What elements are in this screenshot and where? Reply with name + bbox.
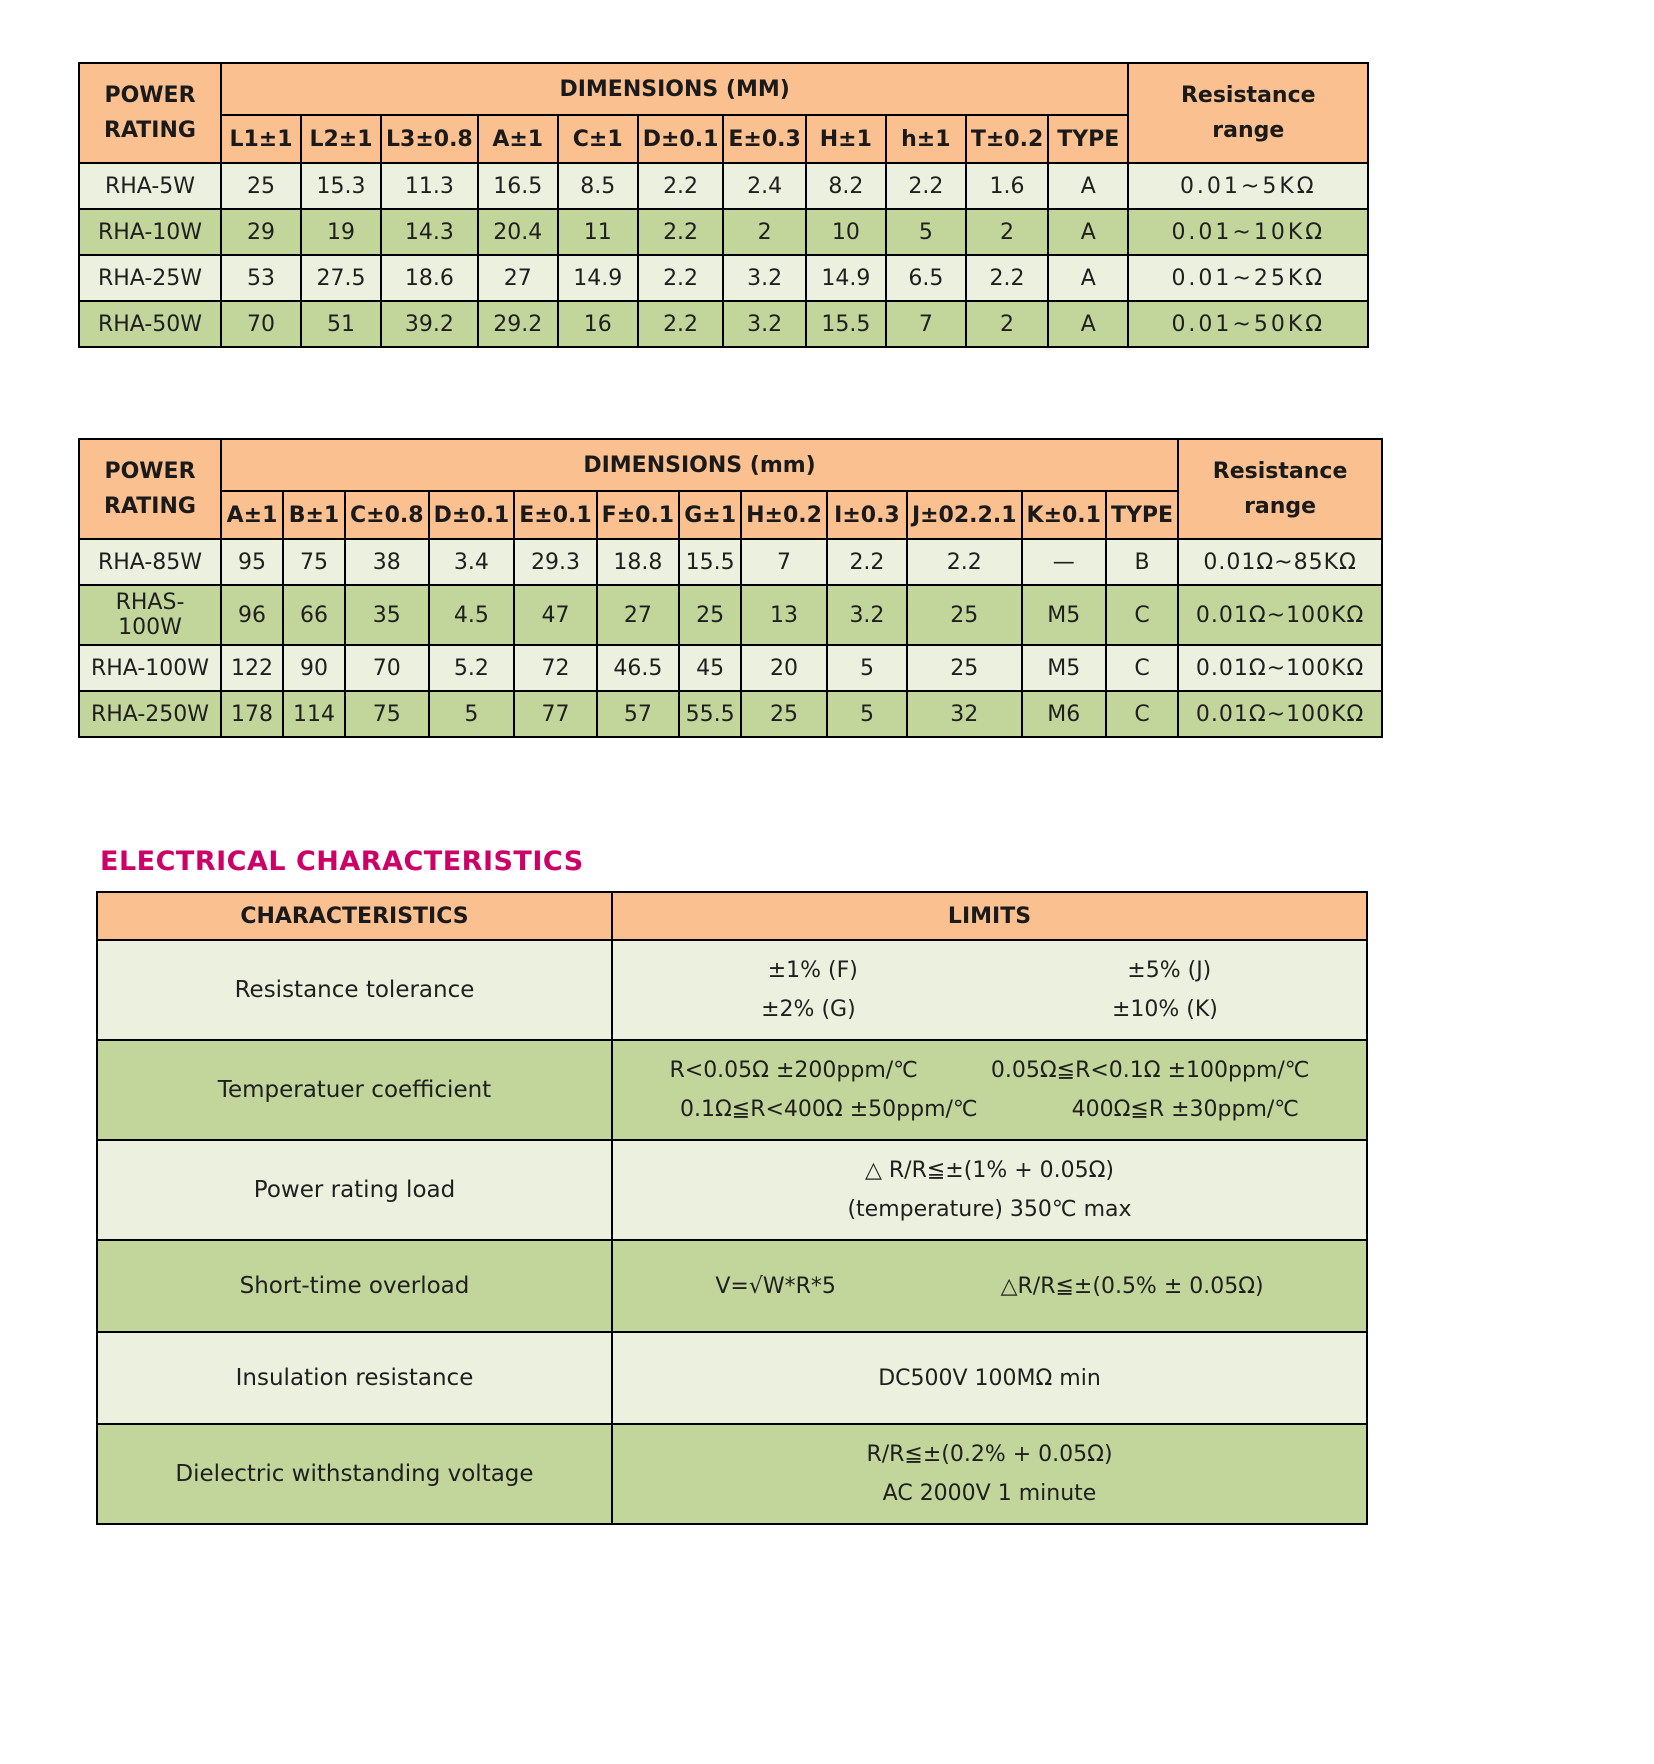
dimension-value: 1.6	[966, 163, 1048, 209]
characteristic-limits	[612, 940, 1367, 1040]
dimension-value: 96	[221, 585, 283, 645]
dimension-value: 29.3	[514, 539, 596, 585]
dimension-column-header: A±1	[478, 115, 558, 163]
dimension-column-header: E±0.1	[514, 491, 596, 539]
limit-value: ±1% (F)	[767, 958, 858, 983]
limit-value: ±10% (K)	[1111, 997, 1218, 1022]
limit-value: DC500V 100MΩ min	[878, 1365, 1101, 1391]
table-row	[79, 585, 1382, 645]
characteristic-name: Power rating load	[97, 1140, 612, 1240]
characteristic-row	[97, 1140, 1367, 1240]
dimension-value: 7	[886, 301, 966, 347]
dimensions-header: DIMENSIONS (MM)	[221, 63, 1128, 115]
dimensions-table-type-a	[78, 62, 1369, 348]
resistance-range-value: 0.01Ω~85KΩ	[1178, 539, 1382, 585]
model-name: RHA-5W	[79, 163, 221, 209]
characteristics-column-header: CHARACTERISTICS	[97, 892, 612, 940]
characteristic-name: Temperatuer coefficient	[97, 1040, 612, 1140]
resistance-range-value: 0.01~25KΩ	[1128, 255, 1368, 301]
limit-value: 400Ω≦R ±30ppm/℃	[1071, 1097, 1300, 1122]
dimension-value: 51	[301, 301, 381, 347]
dimension-column-header: J±02.2.1	[907, 491, 1022, 539]
dimension-column-header: D±0.1	[429, 491, 515, 539]
dimension-value: 15.3	[301, 163, 381, 209]
header-line: Resistance	[1212, 459, 1348, 484]
dimension-value: 2.2	[966, 255, 1048, 301]
dimension-value: 70	[221, 301, 301, 347]
dimension-column-header: H±0.2	[741, 491, 827, 539]
resistance-range-value: 0.01~10KΩ	[1128, 209, 1368, 255]
dimension-value: 114	[283, 691, 345, 737]
dimension-column-header: C±0.8	[345, 491, 429, 539]
dimension-value: 29.2	[478, 301, 558, 347]
header-line: Resistance	[1180, 83, 1316, 108]
resistance-range-value: 0.01Ω~100KΩ	[1178, 585, 1382, 645]
limit-value: R/R≦±(0.2% + 0.05Ω)	[866, 1442, 1113, 1467]
dimension-column-header: K±0.1	[1022, 491, 1106, 539]
dimension-value: 27.5	[301, 255, 381, 301]
dimension-value: 2.2	[638, 301, 724, 347]
dimension-value: 10	[806, 209, 886, 255]
characteristic-name: Resistance tolerance	[97, 940, 612, 1040]
dimension-value: 45	[679, 645, 741, 691]
characteristic-name: Short-time overload	[97, 1240, 612, 1332]
characteristic-limits	[612, 1424, 1367, 1524]
dimension-column-header: E±0.3	[723, 115, 805, 163]
header-line: RATING	[104, 118, 196, 143]
dimension-value: 6.5	[886, 255, 966, 301]
table-row	[79, 301, 1368, 347]
dimension-column-header: D±0.1	[638, 115, 724, 163]
dimension-value: 2.2	[638, 163, 724, 209]
model-name: RHA-100W	[79, 645, 221, 691]
dimension-value: 19	[301, 209, 381, 255]
model-name: RHA-250W	[79, 691, 221, 737]
dimension-value: 4.5	[429, 585, 515, 645]
dimension-value: 72	[514, 645, 596, 691]
dimension-value: 20.4	[478, 209, 558, 255]
dimension-column-header: L2±1	[301, 115, 381, 163]
limits-column-header: LIMITS	[612, 892, 1367, 940]
header-line: range	[1212, 118, 1285, 143]
dimension-value: C	[1106, 585, 1178, 645]
limit-value: (temperature) 350℃ max	[847, 1197, 1132, 1222]
dimension-column-header: H±1	[806, 115, 886, 163]
dimension-value: M5	[1022, 585, 1106, 645]
dimension-value: 5	[429, 691, 515, 737]
dimension-column-header: L3±0.8	[381, 115, 478, 163]
characteristic-row	[97, 940, 1367, 1040]
characteristic-name: Insulation resistance	[97, 1332, 612, 1424]
dimension-value: C	[1106, 691, 1178, 737]
dimension-value: 38	[345, 539, 429, 585]
dimension-value: 13	[741, 585, 827, 645]
limits-line	[619, 1267, 1360, 1306]
dimension-value: A	[1048, 163, 1128, 209]
resistance-range-value: 0.01Ω~100KΩ	[1178, 691, 1382, 737]
dimension-value: 2	[966, 301, 1048, 347]
table-body	[79, 163, 1368, 347]
limit-value: R<0.05Ω ±200ppm/℃	[669, 1058, 918, 1083]
dimension-value: 46.5	[597, 645, 679, 691]
header-row-top	[79, 439, 1382, 491]
limit-value: 0.05Ω≦R<0.1Ω ±100ppm/℃	[990, 1058, 1310, 1083]
dimension-value: 122	[221, 645, 283, 691]
dimension-column-header: B±1	[283, 491, 345, 539]
limits-line	[619, 990, 1360, 1029]
header-line: POWER	[104, 83, 196, 108]
limit-value: AC 2000V 1 minute	[882, 1481, 1097, 1506]
limits-line	[619, 1090, 1360, 1129]
limits-line	[619, 1190, 1360, 1229]
table-header	[79, 63, 1368, 163]
dimension-value: 90	[283, 645, 345, 691]
dimension-value: 2.2	[886, 163, 966, 209]
dimension-value: 39.2	[381, 301, 478, 347]
limits-line	[619, 1474, 1360, 1513]
dimension-value: 15.5	[806, 301, 886, 347]
dimension-value: 32	[907, 691, 1022, 737]
dimension-value: 25	[907, 645, 1022, 691]
model-name: RHA-50W	[79, 301, 221, 347]
table-body	[97, 940, 1367, 1524]
dimension-column-header: A±1	[221, 491, 283, 539]
dimension-value: A	[1048, 209, 1128, 255]
dimension-value: 25	[221, 163, 301, 209]
limit-value: △ R/R≦±(1% + 0.05Ω)	[864, 1158, 1115, 1183]
dimension-value: 70	[345, 645, 429, 691]
dimension-value: 53	[221, 255, 301, 301]
dimension-value: M6	[1022, 691, 1106, 737]
dimension-value: 3.2	[723, 255, 805, 301]
dimension-value: A	[1048, 255, 1128, 301]
resistance-range-header	[1128, 63, 1368, 163]
limit-value: V=√W*R*5	[715, 1273, 836, 1299]
dimension-value: 27	[478, 255, 558, 301]
characteristic-row	[97, 1040, 1367, 1140]
dimension-value: 2	[966, 209, 1048, 255]
characteristic-limits	[612, 1332, 1367, 1424]
dimension-value: 2.2	[907, 539, 1022, 585]
dimension-value: 5	[886, 209, 966, 255]
characteristic-row	[97, 1424, 1367, 1524]
dimension-value: 35	[345, 585, 429, 645]
limits-line	[619, 1359, 1360, 1398]
dimension-value: 75	[283, 539, 345, 585]
dimension-value: A	[1048, 301, 1128, 347]
table-row	[79, 539, 1382, 585]
dimension-value: 25	[907, 585, 1022, 645]
model-name: RHA-85W	[79, 539, 221, 585]
limit-value: ±2% (G)	[761, 997, 856, 1022]
dimension-value: 3.4	[429, 539, 515, 585]
table-row	[79, 691, 1382, 737]
dimensions-header: DIMENSIONS (mm)	[221, 439, 1178, 491]
table-header	[79, 439, 1382, 539]
dimension-value: 16.5	[478, 163, 558, 209]
dimension-column-header: I±0.3	[827, 491, 907, 539]
dimension-value: 14.9	[558, 255, 638, 301]
characteristic-row	[97, 1332, 1367, 1424]
table-row	[79, 163, 1368, 209]
power-rating-header	[79, 439, 221, 539]
electrical-characteristics-table	[96, 891, 1368, 1525]
dimension-value: 2.2	[827, 539, 907, 585]
dimension-value: —	[1022, 539, 1106, 585]
dimension-column-header: T±0.2	[966, 115, 1048, 163]
dimension-value: 11	[558, 209, 638, 255]
table-row	[79, 255, 1368, 301]
resistance-range-value: 0.01~50KΩ	[1128, 301, 1368, 347]
table-row	[79, 209, 1368, 255]
table-header	[97, 892, 1367, 940]
electrical-characteristics-section	[96, 846, 1576, 1525]
dimension-value: 16	[558, 301, 638, 347]
header-line: POWER	[104, 459, 196, 484]
limits-line	[619, 1151, 1360, 1190]
resistance-range-value: 0.01Ω~100KΩ	[1178, 645, 1382, 691]
model-name: RHA-25W	[79, 255, 221, 301]
dimension-value: 55.5	[679, 691, 741, 737]
limits-line	[619, 1435, 1360, 1474]
dimension-column-header: h±1	[886, 115, 966, 163]
characteristic-name: Dielectric withstanding voltage	[97, 1424, 612, 1524]
dimension-value: C	[1106, 645, 1178, 691]
header-row-top	[79, 63, 1368, 115]
dimension-value: 57	[597, 691, 679, 737]
dimension-value: 178	[221, 691, 283, 737]
dimension-value: 3.2	[827, 585, 907, 645]
dimension-value: 77	[514, 691, 596, 737]
header-line: RATING	[104, 494, 196, 519]
model-name: RHAS-100W	[79, 585, 221, 645]
dimension-value: 25	[741, 691, 827, 737]
dimension-value: 29	[221, 209, 301, 255]
dimension-value: 5	[827, 645, 907, 691]
dimension-value: 75	[345, 691, 429, 737]
dimension-value: 18.6	[381, 255, 478, 301]
resistance-range-header	[1178, 439, 1382, 539]
table-body	[79, 539, 1382, 737]
dimension-value: 3.2	[723, 301, 805, 347]
power-rating-header	[79, 63, 221, 163]
dimension-value: 25	[679, 585, 741, 645]
dimension-value: 27	[597, 585, 679, 645]
header-row	[97, 892, 1367, 940]
dimension-column-header: F±0.1	[597, 491, 679, 539]
limits-line	[619, 1051, 1360, 1090]
header-line: range	[1244, 494, 1317, 519]
dimension-value: 5.2	[429, 645, 515, 691]
dimension-value: 18.8	[597, 539, 679, 585]
dimension-value: 14.9	[806, 255, 886, 301]
dimension-value: 8.2	[806, 163, 886, 209]
dimension-value: 5	[827, 691, 907, 737]
dimension-column-header: TYPE	[1048, 115, 1128, 163]
limit-value: 0.1Ω≦R<400Ω ±50ppm/℃	[679, 1097, 978, 1122]
dimension-value: 15.5	[679, 539, 741, 585]
dimension-column-header: G±1	[679, 491, 741, 539]
dimension-value: 14.3	[381, 209, 478, 255]
dimension-value: 2.2	[638, 255, 724, 301]
dimension-value: 20	[741, 645, 827, 691]
dimension-value: 47	[514, 585, 596, 645]
table-row	[79, 645, 1382, 691]
dimension-column-header: L1±1	[221, 115, 301, 163]
limit-value: △R/R≦±(0.5% ± 0.05Ω)	[1000, 1273, 1264, 1299]
characteristic-row	[97, 1240, 1367, 1332]
dimension-value: M5	[1022, 645, 1106, 691]
dimension-column-header: TYPE	[1106, 491, 1178, 539]
dimension-value: 95	[221, 539, 283, 585]
dimensions-table-type-bc	[78, 438, 1383, 738]
dimension-value: 2	[723, 209, 805, 255]
limits-line	[619, 951, 1360, 990]
characteristic-limits	[612, 1040, 1367, 1140]
electrical-characteristics-title: ELECTRICAL CHARACTERISTICS	[100, 846, 584, 877]
dimension-value: 7	[741, 539, 827, 585]
dimension-value: 11.3	[381, 163, 478, 209]
dimension-value: B	[1106, 539, 1178, 585]
dimension-value: 66	[283, 585, 345, 645]
dimension-column-header: C±1	[558, 115, 638, 163]
dimension-value: 8.5	[558, 163, 638, 209]
characteristic-limits	[612, 1140, 1367, 1240]
characteristic-limits	[612, 1240, 1367, 1332]
dimension-value: 2.4	[723, 163, 805, 209]
dimension-value: 2.2	[638, 209, 724, 255]
resistance-range-value: 0.01~5KΩ	[1128, 163, 1368, 209]
model-name: RHA-10W	[79, 209, 221, 255]
limit-value: ±5% (J)	[1127, 958, 1212, 983]
